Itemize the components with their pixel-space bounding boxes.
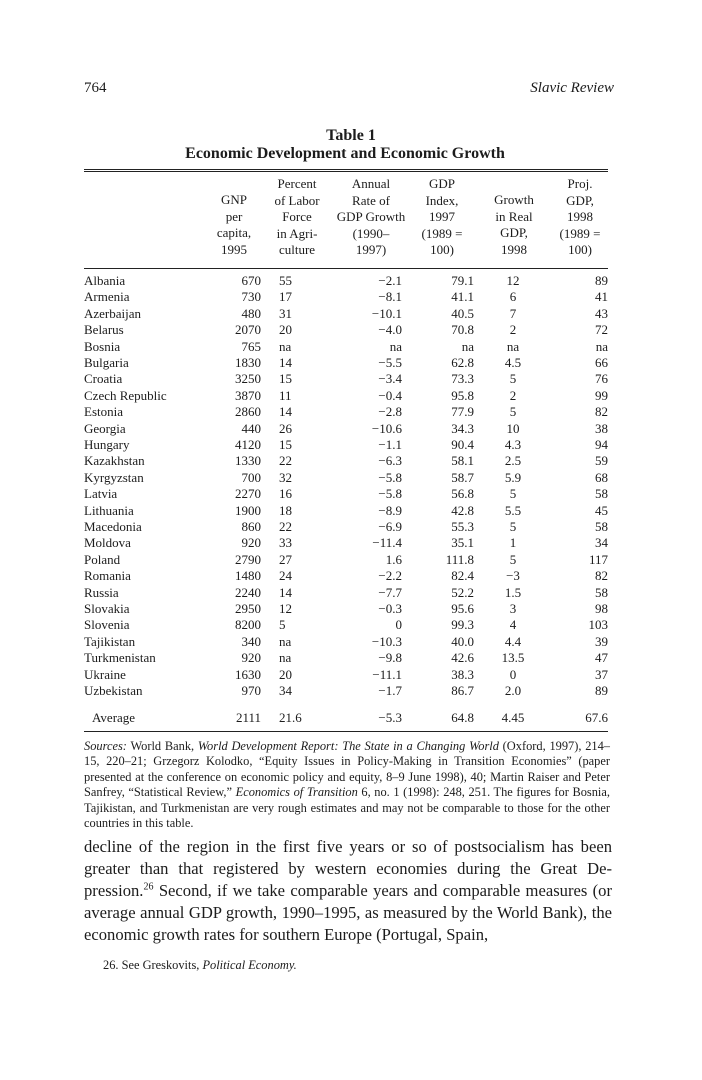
rate-cell: −2.2 <box>378 568 402 584</box>
header-line: per <box>225 208 243 224</box>
header-line: Proj. <box>567 176 593 191</box>
growth-cell: 7 <box>509 305 517 321</box>
header-line: Annual <box>351 176 391 191</box>
rate-cell: −5.5 <box>378 355 402 370</box>
gnp-cell: 340 <box>241 633 261 649</box>
gdp-cell: 55.3 <box>451 519 474 534</box>
country-name: Latvia <box>84 486 118 502</box>
footnote-title: Political Economy. <box>202 958 297 972</box>
gdp-cell: na <box>461 338 474 354</box>
gnp-cell: 440 <box>241 420 261 436</box>
growth-cell: 0 <box>509 666 517 682</box>
country-name: Turkmenistan <box>84 650 156 666</box>
growth-cell: 13.5 <box>501 650 525 666</box>
growth-cell: 5 <box>509 551 517 567</box>
proj-cell: 98 <box>595 601 608 616</box>
header-line: (1990– <box>352 225 390 241</box>
proj-cell: 76 <box>595 371 608 387</box>
header-line: (1989 = <box>421 225 463 241</box>
gnp-cell: 1480 <box>235 568 261 584</box>
table-title: Economic Development and Economic Growth <box>185 145 505 162</box>
labor-cell: 22 <box>279 519 292 534</box>
rate-cell: na <box>389 338 402 354</box>
labor-cell: na <box>279 338 292 354</box>
table-row <box>84 404 608 420</box>
growth-cell: 6 <box>509 289 517 305</box>
labor-cell: 15 <box>279 371 292 387</box>
gnp-cell: 3870 <box>235 387 261 403</box>
gnp-cell: 2950 <box>235 601 261 616</box>
gnp-cell: 2790 <box>235 551 261 567</box>
gnp-cell: 1630 <box>235 666 261 682</box>
country-name: Russia <box>84 584 119 600</box>
average-proj: 67.6 <box>585 710 608 725</box>
gdp-cell: 111.8 <box>445 551 474 567</box>
country-name: Armenia <box>84 289 130 305</box>
footnote <box>103 958 297 973</box>
table-row <box>84 650 608 666</box>
rate-cell: −8.9 <box>378 502 402 518</box>
average-row <box>84 709 608 726</box>
country-name: Moldova <box>84 535 131 551</box>
labor-cell: 20 <box>279 322 292 338</box>
labor-cell: 16 <box>279 486 292 502</box>
growth-cell: 4.4 <box>504 633 522 649</box>
sources-label: Sources: <box>84 739 127 753</box>
header-line: 1997 <box>429 209 455 225</box>
country-name: Slovakia <box>84 601 130 616</box>
gnp-cell: 765 <box>241 338 261 354</box>
country-name: Tajikistan <box>84 633 136 649</box>
gdp-cell: 56.8 <box>451 486 474 502</box>
proj-cell: 66 <box>595 355 608 370</box>
footnote-reference: 26 <box>143 881 154 893</box>
gdp-cell: 77.9 <box>451 404 474 420</box>
sources-title: World Development Report: The State in a Changing World <box>197 739 499 753</box>
gnp-cell: 670 <box>241 273 261 288</box>
header-line: Index, <box>425 192 459 208</box>
table-row <box>84 503 608 519</box>
gdp-cell: 35.1 <box>451 535 474 551</box>
labor-cell: 55 <box>279 273 292 288</box>
table-row <box>84 421 608 437</box>
gdp-cell: 79.1 <box>451 273 474 288</box>
gnp-cell: 1330 <box>235 453 261 469</box>
header-line: 1998 <box>567 209 593 225</box>
proj-cell: 82 <box>595 404 608 420</box>
proj-cell: 34 <box>595 535 608 551</box>
rate-cell: −2.1 <box>378 273 402 288</box>
gdp-cell: 90.4 <box>451 437 474 452</box>
country-name: Uzbekistan <box>84 683 143 698</box>
proj-cell: 99 <box>595 387 608 403</box>
country-name: Kazakhstan <box>84 453 145 469</box>
proj-cell: 58 <box>595 519 608 534</box>
rate-cell: −10.6 <box>371 420 402 436</box>
table-row <box>84 585 608 601</box>
rate-cell: −10.3 <box>371 633 402 649</box>
proj-cell: 72 <box>595 322 608 338</box>
table-row <box>84 306 608 322</box>
gdp-cell: 58.7 <box>451 469 474 485</box>
table-row <box>84 519 608 535</box>
country-name: Slovenia <box>84 617 130 633</box>
header-line: GDP, <box>500 225 528 241</box>
growth-cell: 5 <box>509 404 517 420</box>
country-name: Lithuania <box>84 502 134 518</box>
proj-cell: 68 <box>595 469 608 485</box>
average-gnp: 2111 <box>235 710 261 725</box>
country-name: Romania <box>84 568 131 584</box>
gnp-cell: 480 <box>241 305 261 321</box>
growth-cell: 4 <box>509 617 517 633</box>
gdp-cell: 41.1 <box>451 289 474 305</box>
proj-cell: 89 <box>595 683 608 698</box>
labor-cell: 14 <box>279 584 292 600</box>
growth-cell: 5.9 <box>504 469 522 485</box>
header-line: 100) <box>430 242 454 258</box>
table-row <box>84 453 608 469</box>
table-top-rule-second <box>84 171 608 172</box>
rate-cell: −1.1 <box>378 437 402 452</box>
rate-cell: −8.1 <box>378 289 402 305</box>
table-top-rule <box>84 169 608 170</box>
rate-cell: −6.9 <box>378 519 402 534</box>
body-paragraph <box>84 836 612 946</box>
country-name: Macedonia <box>84 519 142 534</box>
growth-cell: 12 <box>506 273 520 288</box>
table-row <box>84 601 608 617</box>
country-name: Poland <box>84 551 121 567</box>
rate-cell: −5.8 <box>378 469 402 485</box>
labor-cell: 27 <box>279 551 292 567</box>
labor-cell: 18 <box>279 502 292 518</box>
labor-cell: na <box>279 633 292 649</box>
table-row <box>84 617 608 633</box>
country-name: Georgia <box>84 420 126 436</box>
growth-cell: 1 <box>509 535 517 551</box>
growth-cell: 5 <box>509 371 517 387</box>
growth-cell: 2.5 <box>504 453 522 469</box>
gnp-cell: 700 <box>241 469 261 485</box>
table-number: Table 1 <box>326 127 376 144</box>
country-name: Kyrgyzstan <box>84 469 144 485</box>
proj-cell: 58 <box>595 486 608 502</box>
header-line: 1997) <box>355 242 387 258</box>
proj-cell: 43 <box>595 305 608 321</box>
average-rate: −5.3 <box>378 710 402 725</box>
table-row <box>84 683 608 699</box>
proj-cell: 59 <box>595 453 608 469</box>
labor-cell: 15 <box>279 437 292 452</box>
table-row <box>84 470 608 486</box>
header-line: GDP, <box>566 192 594 208</box>
gdp-cell: 40.0 <box>451 633 474 649</box>
growth-cell: 5 <box>509 519 517 534</box>
column-header-projected-gdp <box>532 176 628 259</box>
rate-cell: −0.4 <box>378 387 402 403</box>
country-name: Bulgaria <box>84 355 129 370</box>
journal-title: Slavic Review <box>530 80 614 96</box>
table-row <box>84 322 608 338</box>
table-row <box>84 437 608 453</box>
footnote-text: 26. See Greskovits, <box>103 958 203 972</box>
header-line: in Agri- <box>276 225 318 241</box>
proj-cell: 45 <box>595 502 608 518</box>
table-row <box>84 568 608 584</box>
country-name: Croatia <box>84 371 123 387</box>
gnp-cell: 8200 <box>235 617 261 633</box>
proj-cell: 94 <box>595 437 608 452</box>
rate-cell: −10.1 <box>371 305 402 321</box>
gdp-cell: 34.3 <box>451 420 474 436</box>
header-line: capita, <box>216 225 252 241</box>
proj-cell: 117 <box>588 551 608 567</box>
growth-cell: 4.5 <box>504 355 522 370</box>
gnp-cell: 2240 <box>235 584 261 600</box>
proj-cell: 39 <box>595 633 608 649</box>
table-row <box>84 535 608 551</box>
country-name: Estonia <box>84 404 123 420</box>
rate-cell: 1.6 <box>385 551 402 567</box>
country-name: Czech Republic <box>84 387 167 403</box>
country-name: Hungary <box>84 437 130 452</box>
table-sources-note <box>84 739 610 831</box>
gnp-cell: 730 <box>241 289 261 305</box>
labor-cell: 14 <box>279 355 292 370</box>
gnp-cell: 970 <box>241 683 261 698</box>
header-line: Rate of <box>352 192 390 208</box>
sources-title: Economics of Transition <box>235 785 358 800</box>
proj-cell: na <box>595 338 608 354</box>
rate-cell: −6.3 <box>378 453 402 469</box>
rate-cell: −5.8 <box>378 486 402 502</box>
gnp-cell: 1830 <box>235 355 261 370</box>
gdp-cell: 42.6 <box>451 650 474 666</box>
header-line: of Labor <box>274 192 320 208</box>
table-row <box>84 371 608 387</box>
rate-cell: −2.8 <box>378 404 402 420</box>
rate-cell: −9.8 <box>378 650 402 666</box>
table-row <box>84 486 608 502</box>
average-growth: 4.45 <box>501 710 525 725</box>
proj-cell: 89 <box>595 273 608 288</box>
table-row <box>84 289 608 305</box>
table-row <box>84 667 608 683</box>
growth-cell: 5 <box>509 486 517 502</box>
sources-text: 6, no. 1 (1998): 248, 251. The figures for Bosnia, Tajikistan, and Turkmenistan are very rough estimates and may not be comparable to those for the other countries in this table. <box>84 785 610 831</box>
gdp-cell: 42.8 <box>451 502 474 518</box>
gdp-cell: 52.2 <box>451 584 474 600</box>
labor-cell: 20 <box>279 666 292 682</box>
header-bottom-rule <box>84 268 608 269</box>
growth-cell: 4.3 <box>504 437 522 452</box>
header-line: 1998 <box>501 241 527 257</box>
gdp-cell: 86.7 <box>451 683 474 698</box>
growth-cell: −3 <box>506 568 520 584</box>
header-line: culture <box>278 242 316 258</box>
header-line: 100) <box>568 242 592 258</box>
labor-cell: 12 <box>279 601 292 616</box>
header-line: Growth <box>494 192 534 207</box>
gnp-cell: 920 <box>241 650 261 666</box>
labor-cell: 22 <box>279 453 292 469</box>
growth-cell: 10 <box>506 420 520 436</box>
gdp-cell: 73.3 <box>451 371 474 387</box>
table-row <box>84 634 608 650</box>
gnp-cell: 1900 <box>235 502 261 518</box>
gnp-cell: 3250 <box>235 371 261 387</box>
average-labor: 21.6 <box>279 710 302 725</box>
proj-cell: 38 <box>595 420 608 436</box>
gnp-cell: 2860 <box>235 404 261 420</box>
country-name: Ukraine <box>84 666 126 682</box>
country-name: Azerbaijan <box>84 305 142 321</box>
proj-cell: 82 <box>595 568 608 584</box>
rate-cell: −7.7 <box>378 584 402 600</box>
growth-cell: 1.5 <box>504 584 522 600</box>
table-row <box>84 355 608 371</box>
rate-cell: −0.3 <box>378 601 402 616</box>
sources-text: World Bank, <box>126 739 198 753</box>
labor-cell: 32 <box>279 469 292 485</box>
proj-cell: 41 <box>595 289 608 305</box>
growth-cell: 5.5 <box>504 502 522 518</box>
country-name: Bosnia <box>84 338 121 354</box>
header-line: GDP Growth <box>336 209 406 225</box>
labor-cell: 11 <box>279 387 292 403</box>
gnp-cell: 2270 <box>235 486 261 502</box>
gdp-cell: 40.5 <box>451 305 474 321</box>
labor-cell: 24 <box>279 568 292 584</box>
country-name: Belarus <box>84 322 124 338</box>
header-line: (1989 = <box>559 225 601 241</box>
growth-cell: 2 <box>509 387 517 403</box>
gdp-cell: 82.4 <box>451 568 474 584</box>
growth-cell: na <box>506 338 520 354</box>
header-line: Percent <box>277 176 317 191</box>
gdp-cell: 70.8 <box>451 322 474 338</box>
growth-cell: 3 <box>509 601 517 616</box>
rate-cell: −4.0 <box>378 322 402 338</box>
gnp-cell: 4120 <box>235 437 261 452</box>
gnp-cell: 920 <box>241 535 261 551</box>
gdp-cell: 58.1 <box>451 453 474 469</box>
rate-cell: −3.4 <box>378 371 402 387</box>
gdp-cell: 95.8 <box>451 387 474 403</box>
proj-cell: 47 <box>595 650 608 666</box>
body-text: decline of the region in the first five years or so of postsocialism has been greater than that registered by western economies during the Great De-pression. <box>84 837 612 900</box>
average-label: Average <box>92 710 136 725</box>
header-line: 1995 <box>221 241 247 257</box>
labor-cell: 31 <box>279 305 292 321</box>
proj-cell: 37 <box>595 666 608 682</box>
rate-cell: −1.7 <box>378 683 402 698</box>
average-gdp: 64.8 <box>451 710 474 725</box>
header-line: in Real <box>495 208 533 224</box>
table-bottom-rule <box>84 731 608 732</box>
rate-cell: 0 <box>395 617 402 633</box>
gdp-cell: 95.6 <box>451 601 474 616</box>
labor-cell: 34 <box>279 683 292 698</box>
rate-cell: −11.1 <box>372 666 402 682</box>
labor-cell: 33 <box>279 535 292 551</box>
header-line: Force <box>282 209 312 225</box>
table-row <box>84 273 608 289</box>
growth-cell: 2 <box>509 322 517 338</box>
growth-cell: 2.0 <box>504 683 522 698</box>
table-row <box>84 388 608 404</box>
header-line: GDP <box>428 176 455 191</box>
labor-cell: 17 <box>279 289 292 305</box>
labor-cell: 14 <box>279 404 292 420</box>
body-text: Second, if we take comparable years and comparable measures (or average annual GDP growth, 1990–1995, as measured by the World Bank), the economic growth rates for southern Europe (Portugal, Spain, <box>84 881 612 944</box>
header-line: GNP <box>220 192 247 207</box>
sources-text: (Oxford, 1997), 214–15, 220–21; Grzegorz Kolodko, “Equity Issues in Policy-Making in Transition Economies” (paper presented at the conference on economic policy and equity, 8–9 June 1998), 40; Martin Raiser and Peter Sanfrey, “Statistical Review,” <box>84 739 610 800</box>
gdp-cell: 62.8 <box>451 355 474 370</box>
labor-cell: na <box>279 650 292 666</box>
gnp-cell: 860 <box>241 519 261 534</box>
labor-cell: 26 <box>279 420 292 436</box>
country-name: Albania <box>84 273 126 288</box>
proj-cell: 58 <box>595 584 608 600</box>
labor-cell: 5 <box>279 617 286 633</box>
gdp-cell: 38.3 <box>451 666 474 682</box>
table-row <box>84 552 608 568</box>
gdp-cell: 99.3 <box>451 617 474 633</box>
table-row <box>84 339 608 355</box>
page-number: 764 <box>84 80 107 96</box>
gnp-cell: 2070 <box>235 322 261 338</box>
rate-cell: −11.4 <box>372 535 402 551</box>
proj-cell: 103 <box>588 617 608 633</box>
